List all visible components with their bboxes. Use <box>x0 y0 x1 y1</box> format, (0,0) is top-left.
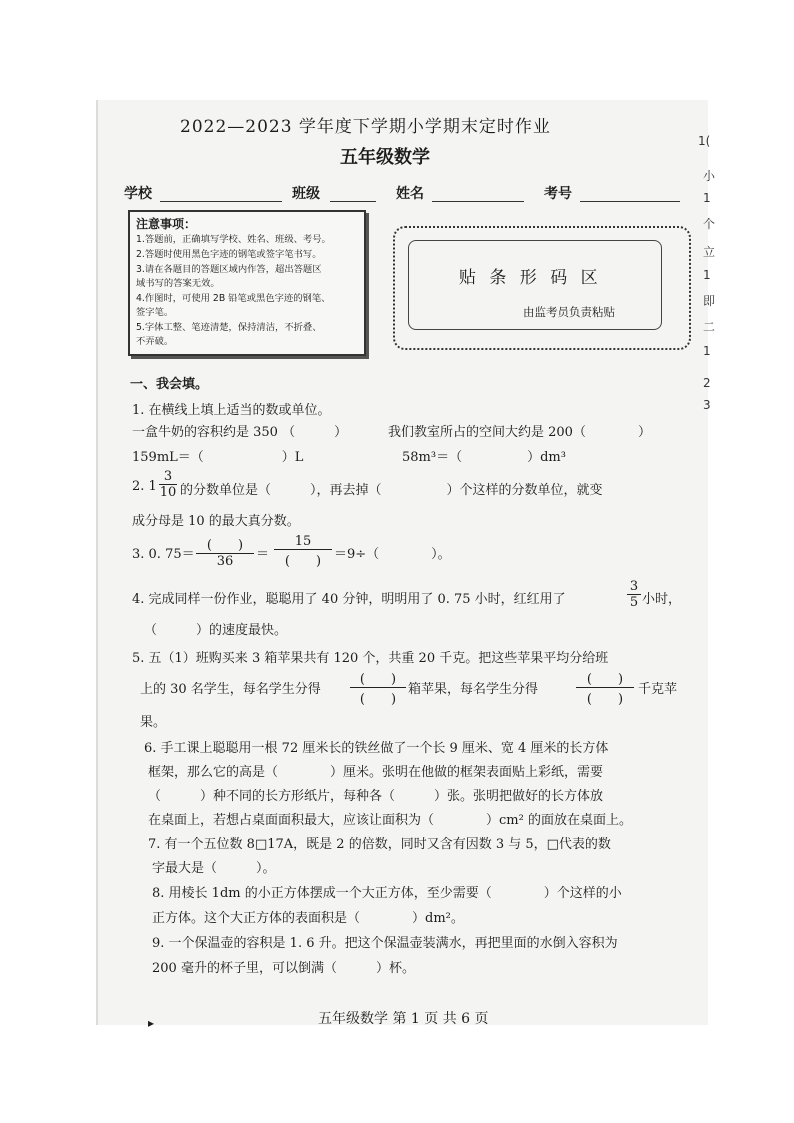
q3-fraction-2 <box>274 534 332 569</box>
q5-f1-den: ( ) <box>350 687 406 707</box>
q3-f1-den: 36 <box>196 553 254 569</box>
name-label: 姓名 <box>396 186 424 202</box>
class-label: 班级 <box>292 186 320 202</box>
q4-tail: 小时， <box>642 592 682 607</box>
q6-line1: 6. 手工课上聪聪用一根 72 厘米长的铁丝做了一个长 9 厘米、宽 4 厘米的长方体 <box>144 741 609 756</box>
notice-item: 不弄破。 <box>136 336 174 347</box>
q9-line1: 9. 一个保温壶的容积是 1. 6 升。把这个保温壶装满水，再把里面的水倒入容积为 <box>152 936 618 951</box>
notice-title: 注意事项： <box>136 217 197 231</box>
q4-text: 4. 完成同样一份作业，聪聪用了 40 分钟，明明用了 0. 75 小时，红红用了 <box>132 592 566 607</box>
q1-b: 我们教室所占的空间大约是 200（ ） <box>388 425 651 440</box>
margin-char: 1 <box>703 344 711 358</box>
q5-line2c: 千克苹 <box>638 682 678 697</box>
notice-item: 域书写的答案无效。 <box>136 278 220 289</box>
q3-prefix: 3. 0. 75＝ <box>132 547 195 562</box>
q3-rest: ＝9÷（ ）。 <box>334 547 451 562</box>
notice-item: 签字笔。 <box>136 307 174 318</box>
q1-c: 159mL＝（ ）L <box>132 450 304 465</box>
notice-item: 2.答题时使用黑色字迹的钢笔或签字笔书写。 <box>136 249 322 260</box>
q4-fraction <box>627 579 641 610</box>
margin-char: 1 <box>703 268 711 282</box>
paper-edge <box>96 100 98 1025</box>
page-subtitle: 五年级数学 <box>340 147 430 168</box>
notice-item: 1.答题前，正确填写学校、姓名、班级、考号。 <box>136 234 331 245</box>
barcode-area <box>393 226 691 350</box>
q4-frac-den: 5 <box>627 594 641 610</box>
q6-line4: 在桌面上，若想占桌面面积最大，应该让面积为（ ）cm² 的面放在桌面上。 <box>148 813 632 828</box>
q4-line2: （ ）的速度最快。 <box>144 623 288 638</box>
exam-no-label: 考号 <box>544 186 572 202</box>
notice-box <box>128 210 366 356</box>
q2-rest: 的分数单位是（ ），再去掉（ ）个这样的分数单位，就变 <box>180 483 603 498</box>
margin-char: 小 <box>703 169 716 183</box>
q2-frac-den: 10 <box>159 485 177 500</box>
margin-char: 个 <box>703 217 716 231</box>
q1-d: 58m³＝（ ）dm³ <box>402 450 566 465</box>
notice-item: 3.请在各题目的答题区域内作答，超出答题区 <box>136 264 322 275</box>
barcode-note: 由监考员负责粘贴 <box>523 305 615 319</box>
q5-f2-den: ( ) <box>576 687 634 707</box>
school-field[interactable] <box>160 200 282 202</box>
notice-item: 5.字体工整、笔迹清楚，保持清洁，不折叠、 <box>136 322 322 333</box>
q3-fraction-1 <box>196 534 254 569</box>
q7-line2: 字最大是（ ）。 <box>152 861 276 876</box>
exam-no-field[interactable] <box>580 200 680 202</box>
q2-line2: 成分母是 10 的最大真分数。 <box>132 514 300 529</box>
q3-f1-num: ( ) <box>206 538 244 553</box>
q1-a: 一盒牛奶的容积约是 350 （ ） <box>132 425 348 440</box>
q1-stem: 1. 在横线上填上适当的数或单位。 <box>132 403 331 418</box>
q5-line1: 5. 五（1）班购买来 3 箱苹果共有 120 个，共重 20 千克。把这些苹果平均分给班 <box>132 651 609 666</box>
margin-char: 即 <box>703 294 716 308</box>
page-footer: 五年级数学 第 1 页 共 6 页 <box>318 1011 489 1027</box>
margin-char: 2 <box>703 376 711 390</box>
q4-frac-num: 3 <box>629 579 639 594</box>
notice-item: 4.作图时，可使用 2B 铅笔或黑色字迹的钢笔、 <box>136 293 331 304</box>
margin-char: 立 <box>703 245 716 259</box>
margin-char: 3 <box>703 398 711 412</box>
q8-line2: 正方体。这个大正方体的表面积是（ ）dm²。 <box>152 911 464 926</box>
class-field[interactable] <box>330 200 376 202</box>
margin-char: 1 <box>703 191 711 205</box>
q2-prefix: 2. 1 <box>132 479 157 494</box>
q3-f2-num: 15 <box>294 534 312 549</box>
q5-fraction-1 <box>350 668 406 707</box>
name-field[interactable] <box>432 200 524 202</box>
q8-line1: 8. 用棱长 1dm 的小正方体摆成一个大正方体，至少需要（ ）个这样的小 <box>152 886 622 901</box>
barcode-inner-box <box>408 240 662 330</box>
q5-line2b: 箱苹果，每名学生分得 <box>408 682 539 697</box>
q5-f2-num: ( ) <box>586 672 624 687</box>
q3-f2-den: ( ) <box>274 549 332 569</box>
margin-char: 1( <box>698 134 711 148</box>
q6-line2: 框架，那么它的高是（ ）厘米。张明在他做的框架表面贴上彩纸，需要 <box>148 765 604 780</box>
q5-fraction-2 <box>576 668 634 707</box>
page-title: 2022—2023 学年度下学期小学期末定时作业 <box>180 117 551 137</box>
q6-line3: （ ）种不同的长方形纸片，每种各（ ）张。张明把做好的长方体放 <box>148 789 604 804</box>
section-heading: 一、我会填。 <box>130 377 209 392</box>
q2-frac-num: 3 <box>163 469 173 484</box>
q5-line2a: 上的 30 名学生，每名学生分得 <box>140 682 321 697</box>
q5-line3: 果。 <box>140 715 167 730</box>
q3-equals: ＝ <box>256 547 270 562</box>
margin-char: 二 <box>703 320 716 334</box>
corner-mark: ▸ <box>148 1016 155 1030</box>
barcode-title: 贴 条 形 码 区 <box>459 268 602 288</box>
school-label: 学校 <box>124 186 152 202</box>
q5-f1-num: ( ) <box>359 672 397 687</box>
q7-line1: 7. 有一个五位数 8□17A，既是 2 的倍数，同时又含有因数 3 与 5，□代表的数 <box>148 837 611 852</box>
q2-fraction <box>159 469 177 500</box>
q9-line2: 200 毫升的杯子里，可以倒满（ ）杯。 <box>152 961 415 976</box>
